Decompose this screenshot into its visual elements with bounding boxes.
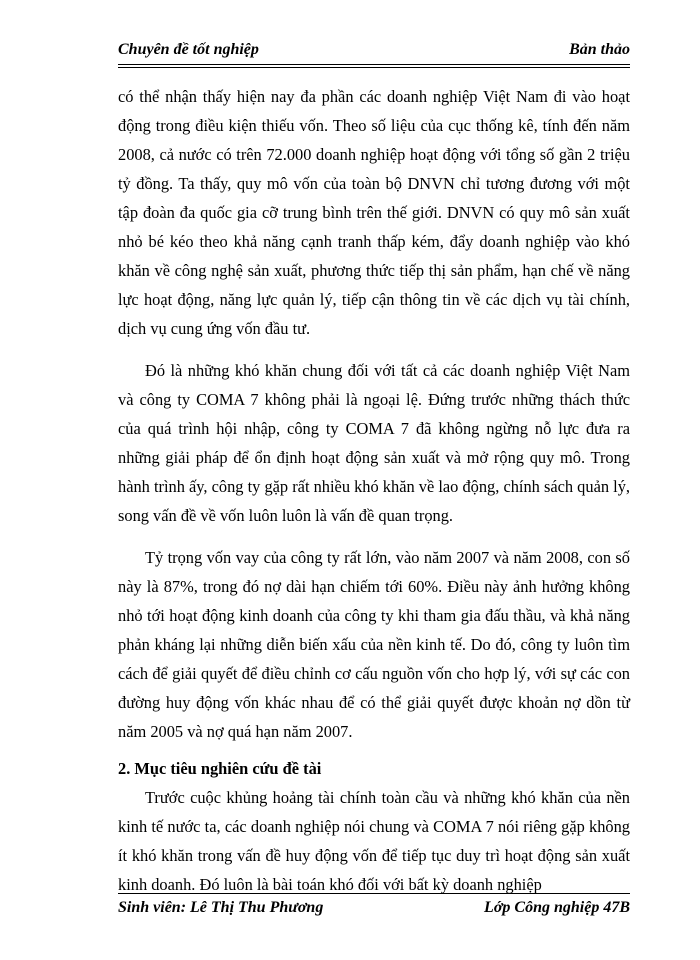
- header-status: Bản thảo: [569, 41, 630, 58]
- paragraph: Đó là những khó khăn chung đối với tất cả các doanh nghiệp Việt Nam và công ty COMA 7 không phải là ngoại lệ. Đứng trước những thách thức của quá trình hội nhập, công ty COMA 7 đã không ngừng nỗ lực đưa ra những giải pháp để ổn định hoạt động sản xuất và mở rộng quy mô. Trong hành trình ấy, công ty gặp rất nhiều khó khăn về lao động, chính sách quản lý, song vấn đề về vốn luôn luôn là vấn đề quan trọng.: [118, 361, 630, 525]
- page-header: [118, 41, 630, 63]
- header-divider: [118, 64, 630, 68]
- footer-class: Lớp Công nghiệp 47B: [484, 899, 630, 916]
- section-heading: 2. Mục tiêu nghiên cứu đề tài: [118, 759, 322, 778]
- footer-divider: [118, 893, 630, 894]
- document-body: [118, 82, 630, 899]
- paragraph: Tỷ trọng vốn vay của công ty rất lớn, vào năm 2007 và năm 2008, con số này là 87%, trong đó nợ dài hạn chiếm tới 60%. Điều này ảnh hưởng không nhỏ tới hoạt động kinh doanh của công ty khi tham gia đấu thầu, và khả năng phản kháng lại những diễn biến xấu của nền kinh tế. Do đó, công ty luôn tìm cách để giải quyết để điều chỉnh cơ cấu nguồn vốn cho hợp lý, với sự các con đường huy động vốn khác nhau để có thể giải quyết được khoản nợ dồn từ năm 2005 và nợ quá hạn năm 2007.: [118, 548, 630, 741]
- paragraph-continued: có thể nhận thấy hiện nay đa phần các doanh nghiệp Việt Nam đi vào hoạt động trong điều kiện thiếu vốn. Theo số liệu của cục thống kê, tính đến năm 2008, cả nước có trên 72.000 doanh nghiệp hoạt động với tổng số gần 2 triệu tỷ đồng. Ta thấy, quy mô vốn của toàn bộ DNVN chỉ tương đương với một tập đoàn đa quốc gia cỡ trung bình trên thế giới. DNVN có quy mô sản xuất nhỏ bé kéo theo khả năng cạnh tranh thấp kém, đẩy doanh nghiệp vào khó khăn về công nghệ sản xuất, phương thức tiếp thị sản phẩm, hạn chế về năng lực hoạt động, năng lực quản lý, tiếp cận thông tin về các dịch vụ tài chính, dịch vụ cung ứng vốn đầu tư.: [118, 87, 630, 338]
- page-footer: [118, 899, 630, 921]
- footer-student: Sinh viên: Lê Thị Thu Phương: [118, 899, 324, 916]
- header-title: Chuyên đề tốt nghiệp: [118, 41, 259, 58]
- paragraph: Trước cuộc khủng hoảng tài chính toàn cầu và những khó khăn của nền kinh tế nước ta, các doanh nghiệp nói chung và COMA 7 nói riêng gặp không ít khó khăn trong vấn đề huy động vốn để tiếp tục duy trì hoạt động sản xuất kinh doanh. Đó luôn là bài toán khó đối với bất kỳ doanh nghiệp: [118, 788, 630, 894]
